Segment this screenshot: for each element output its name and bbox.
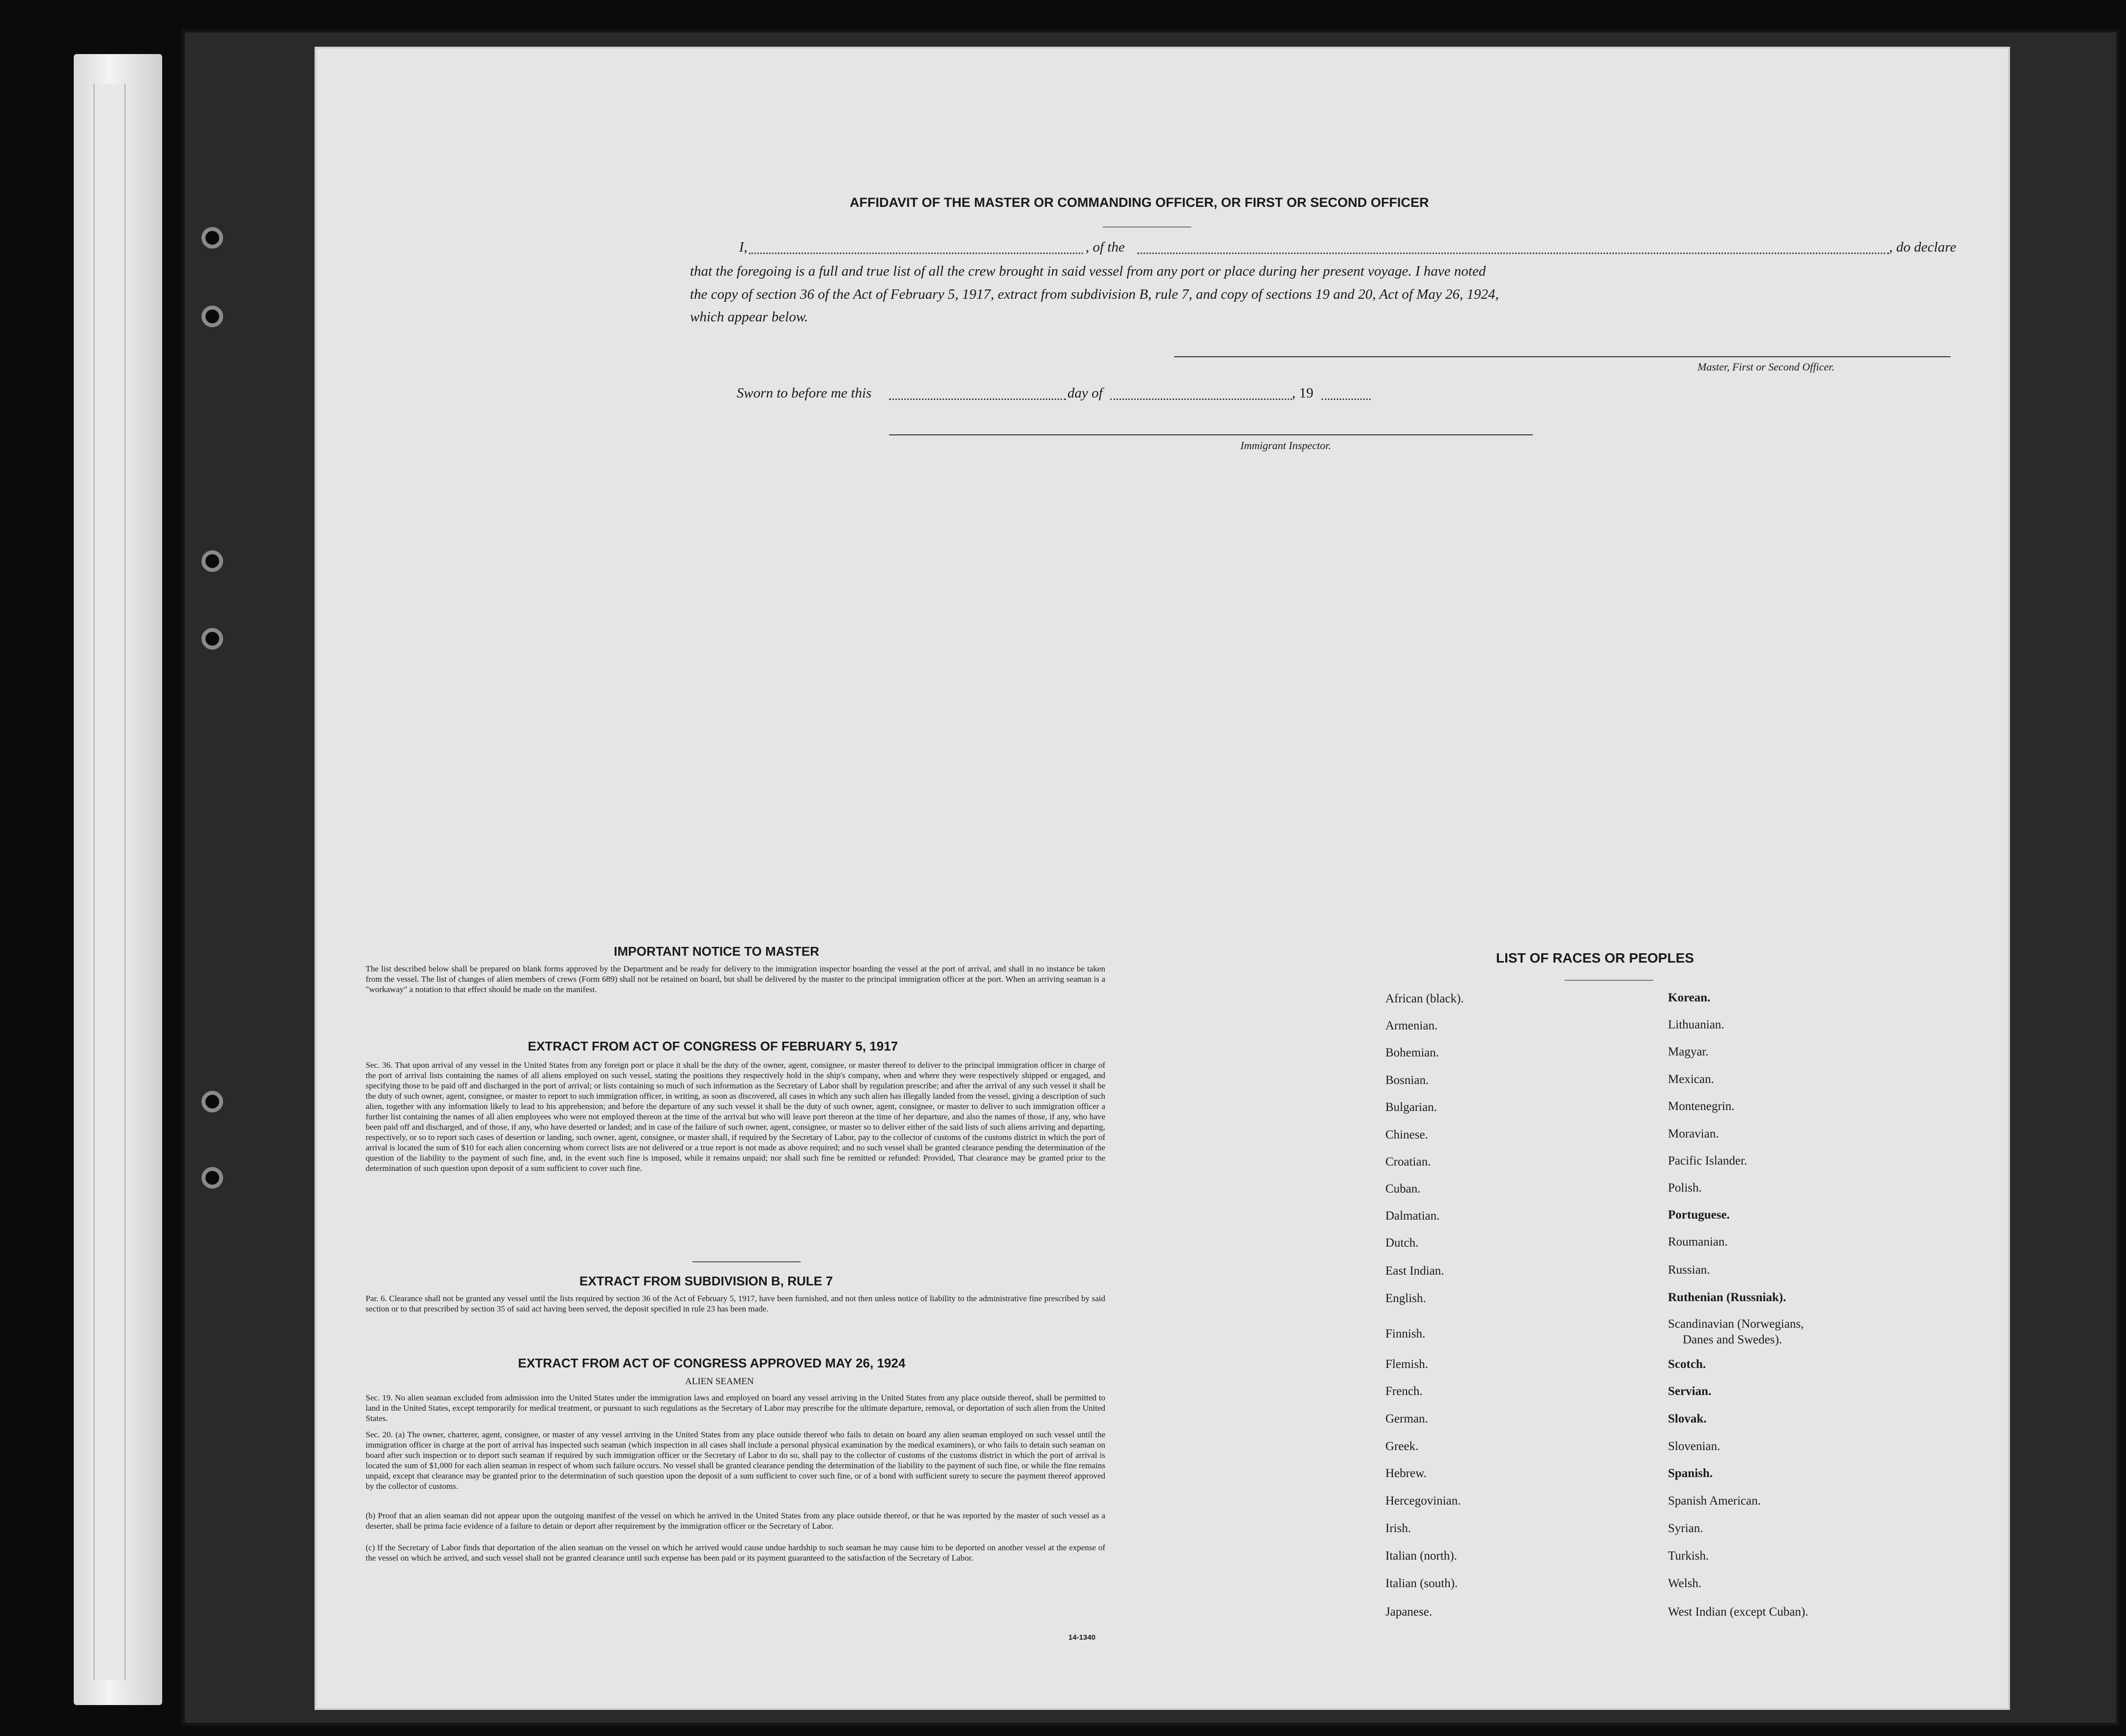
sworn-text: Sworn to before me this (737, 385, 872, 401)
master-signature-line (1174, 356, 1951, 357)
binder-hole (201, 1091, 223, 1112)
race-item: Portuguese. (1668, 1208, 1730, 1222)
race-item: African (black). (1385, 992, 1464, 1005)
race-item: Welsh. (1668, 1577, 1702, 1590)
extract-1924-title: EXTRACT FROM ACT OF CONGRESS APPROVED MAY 26, 1924 (518, 1356, 906, 1370)
race-item: Korean. (1668, 991, 1711, 1004)
race-item: Slovenian. (1668, 1440, 1721, 1453)
sworn-year-line (1322, 398, 1371, 400)
race-item: Scandinavian (Norwegians, (1668, 1317, 1804, 1331)
race-item: Finnish. (1385, 1327, 1426, 1340)
notice-body: The list described below shall be prepared on blank forms approved by the Department and be ready for delivery to the immigration inspector boarding the vessel at the port of arrival, and shall in no instance be taken from the vessel. The list of changes of alien members of crews (Form 689) shall not be retained on board, but shall be delivered by the master to the principal immigration officer at the port. When an arriving seaman is a "workaway" a notation to that effect should be made on the manifest. (366, 964, 1105, 994)
vessel-blank-line (1137, 253, 1889, 254)
sworn-year: , 19 (1292, 385, 1314, 401)
affidavit-text-line3: the copy of section 36 of the Act of February 5, 1917, extract from subdivision B, rule 7, and copy of sections 19 and 20, Act of May 26, 1924, (690, 286, 1499, 302)
binder-hole (201, 227, 223, 249)
binder-hole (201, 550, 223, 572)
race-item: Armenian. (1385, 1019, 1438, 1032)
race-item: Spanish American. (1668, 1494, 1761, 1508)
race-item: Roumanian. (1668, 1235, 1728, 1249)
race-item: Hercegovinian. (1385, 1494, 1461, 1508)
inspector-signature-line (889, 434, 1533, 435)
race-item: Cuban. (1385, 1182, 1421, 1195)
affidavit-text-line4: which appear below. (690, 309, 808, 325)
race-item: Montenegrin. (1668, 1100, 1735, 1113)
race-item: East Indian. (1385, 1264, 1444, 1278)
title-divider (1103, 227, 1191, 228)
race-item: Bulgarian. (1385, 1101, 1437, 1114)
race-item: Russian. (1668, 1263, 1710, 1277)
race-item: Scotch. (1668, 1358, 1706, 1371)
binder-hole (201, 628, 223, 650)
master-signature-caption: Master, First or Second Officer. (1697, 361, 1835, 373)
race-item: Bosnian. (1385, 1074, 1429, 1087)
race-item: Dalmatian. (1385, 1209, 1440, 1223)
extract-1924-sec20a: Sec. 20. (a) The owner, charterer, agent, consignee, or master of any vessel arriving in the United States from any place outside thereof who fails to detain on board any alien seaman employed on such vessel until the immigration officer in charge at the port of arrival has inspected such seaman (which inspection in all cases shall include a personal physical examination by the medical examiners), or who fails to detain such seaman on board after such inspection or to deport such seaman if required by such immigration officer or the Secretary of Labor to do so, shall pay to the collector of customs of the customs district in which the port of arrival is located the sum of $1,000 for each alien seaman in respect of whom such failure occurs. No vessel shall be granted clearance pending the determination of the liability to the payment of such fine, or while the fine remains unpaid, except that clearance may be granted prior to the determination of such question upon the deposit of a sum sufficient to cover such fine, or of a bond with sufficient surety to secure the payment thereof approved by the collector of customs. (366, 1430, 1105, 1491)
race-item: Mexican. (1668, 1073, 1714, 1086)
affidavit-do-declare: , do declare (1889, 239, 1956, 255)
rule7-body: Par. 6. Clearance shall not be granted any vessel until the lists required by section 36 of the Act of February 5, 1917, have been furnished, and not then unless notice of liability to the administrative fine prescribed by said section or to that prescribed by section 35 of said act having been served, the deposit specified in rule 23 has been made. (366, 1294, 1105, 1313)
race-item: Italian (south). (1385, 1577, 1458, 1590)
race-item: Hebrew. (1385, 1467, 1427, 1480)
race-item: Chinese. (1385, 1128, 1428, 1141)
extract-1917-body: Sec. 36. That upon arrival of any vessel in the United States from any foreign port or place it shall be the duty of the owner, agent, consignee, or master thereof to deliver to the principal immigration officer in charge of the port of arrival lists containing the names of all aliens employed on such vessel, stating the positions they respectively hold in the ship's company, when and where they were respectively shipped or engaged, and specifying those to be paid off and discharged in the port of arrival; or lists containing so much of such information as the Secretary of Labor shall by regulation prescribe; and after the arrival of any such vessel it shall be the duty of such owner, agent, consignee, or master to report to such immigration officer, in writing, as soon as discovered, all cases in which any such alien has illegally landed from the vessel, giving a description of such alien, together with any information likely to lead to his apprehension; and before the departure of any such vessel it shall be the duty of such owner, agent, consignee, or master to deliver to such immigration officer a further list containing the names of all alien employees who were not employed thereon at the time of the arrival but who will leave port thereon at the time of her departure, and also the names of those, if any, who have been paid off and discharged, and of those, if any, who have deserted or landed; and in case of the failure of such owner, agent, consignee, or master so to deliver either of the said lists of such aliens arriving and departing, respectively, or so to report such cases of desertion or landing, such owner, agent, consignee, or master shall, if required by the Secretary of Labor, pay to the collector of customs of the customs district in which the port of arrival is located the sum of $10 for each alien concerning whom correct lists are not delivered or a true report is not made as above required; and no such vessel shall be granted clearance pending the determination of the question of the liability to the payment of such fine, and, in the event such fine is imposed, while it remains unpaid; nor shall such fine be remitted or refunded: Provided, That clearance may be granted prior to the determination of such question upon deposit of a sum sufficient to cover such fine. (366, 1060, 1105, 1173)
document-page (315, 47, 2010, 1710)
extract-1924-sec19: Sec. 19. No alien seaman excluded from admission into the United States under the immigration laws and employed on board any vessel arriving in the United States from any place outside thereof, shall be permitted to land in the United States, except temporarily for medical treatment, or pursuant to such regulations as the Secretary of Labor may prescribe for the ultimate departure, removal, or deportation of such alien from the United States. (366, 1393, 1105, 1423)
races-title: LIST OF RACES OR PEOPLES (1496, 950, 1694, 966)
sworn-day-of: day of (1067, 385, 1103, 401)
affidavit-title: AFFIDAVIT OF THE MASTER OR COMMANDING OFFICER, OR FIRST OR SECOND OFFICER (850, 195, 1429, 210)
section-divider (692, 1261, 801, 1262)
extract-1924-sec20b: (b) Proof that an alien seaman did not appear upon the outgoing manifest of the vessel on which he arrived in the United States from any place outside thereof, or that he was reported by the master of such vessel as a deserter, shall be prima facie evidence of a failure to detain or deport after requirement by the immigration officer or the Secretary of Labor. (366, 1511, 1105, 1531)
race-item: Irish. (1385, 1522, 1411, 1535)
affidavit-text-line2: that the foregoing is a full and true list of all the crew brought in said vessel from any port or place during her present voyage. I have noted (690, 263, 1486, 279)
race-item: Lithuanian. (1668, 1018, 1724, 1031)
race-item: German. (1385, 1412, 1428, 1425)
sworn-day-line (889, 398, 1066, 400)
extract-1924-subtitle: ALIEN SEAMEN (685, 1376, 754, 1387)
name-blank-line (749, 253, 1083, 254)
race-item: Pacific Islander. (1668, 1154, 1748, 1167)
race-item: Slovak. (1668, 1412, 1707, 1425)
races-title-divider (1565, 980, 1653, 981)
race-item: Danes and Swedes). (1683, 1333, 1782, 1346)
race-item: Syrian. (1668, 1522, 1703, 1535)
race-item: Moravian. (1668, 1127, 1719, 1140)
sworn-month-line (1110, 398, 1292, 400)
race-item: West Indian (except Cuban). (1668, 1605, 1809, 1619)
race-item: Magyar. (1668, 1045, 1709, 1058)
race-item: Turkish. (1668, 1549, 1709, 1563)
race-item: English. (1385, 1292, 1426, 1305)
race-item: Spanish. (1668, 1467, 1713, 1480)
extract-1924-sec20c: (c) If the Secretary of Labor finds that deportation of the alien seaman on the vessel on which he arrived would cause undue hardship to such seaman he may cause him to be deported on another vessel at the expense of the vessel on which he arrived, and such vessel shall not be granted clearance until such expense has been paid or its payment guaranteed to the satisfaction of the Secretary of Labor. (366, 1543, 1105, 1563)
rule7-title: EXTRACT FROM SUBDIVISION B, RULE 7 (579, 1274, 833, 1288)
form-number: 14-1340 (1068, 1633, 1096, 1642)
race-item: Italian (north). (1385, 1549, 1457, 1563)
affidavit-i: I, (739, 239, 747, 255)
affidavit-of-the: , of the (1086, 239, 1125, 255)
race-item: Polish. (1668, 1181, 1702, 1195)
race-item: Bohemian. (1385, 1046, 1439, 1059)
race-item: Flemish. (1385, 1358, 1428, 1371)
race-item: Dutch. (1385, 1236, 1419, 1250)
extract-1917-title: EXTRACT FROM ACT OF CONGRESS OF FEBRUARY 5, 1917 (528, 1039, 898, 1053)
race-item: Servian. (1668, 1385, 1712, 1398)
binder-spine-inner (93, 84, 126, 1680)
race-item: Greek. (1385, 1440, 1419, 1453)
binder-hole (201, 306, 223, 327)
notice-title: IMPORTANT NOTICE TO MASTER (614, 944, 819, 959)
race-item: Croatian. (1385, 1155, 1431, 1168)
inspector-caption: Immigrant Inspector. (1240, 439, 1331, 452)
binder-hole (201, 1167, 223, 1189)
race-item: Japanese. (1385, 1605, 1433, 1619)
race-item: Ruthenian (Russniak). (1668, 1291, 1786, 1304)
race-item: French. (1385, 1385, 1423, 1398)
